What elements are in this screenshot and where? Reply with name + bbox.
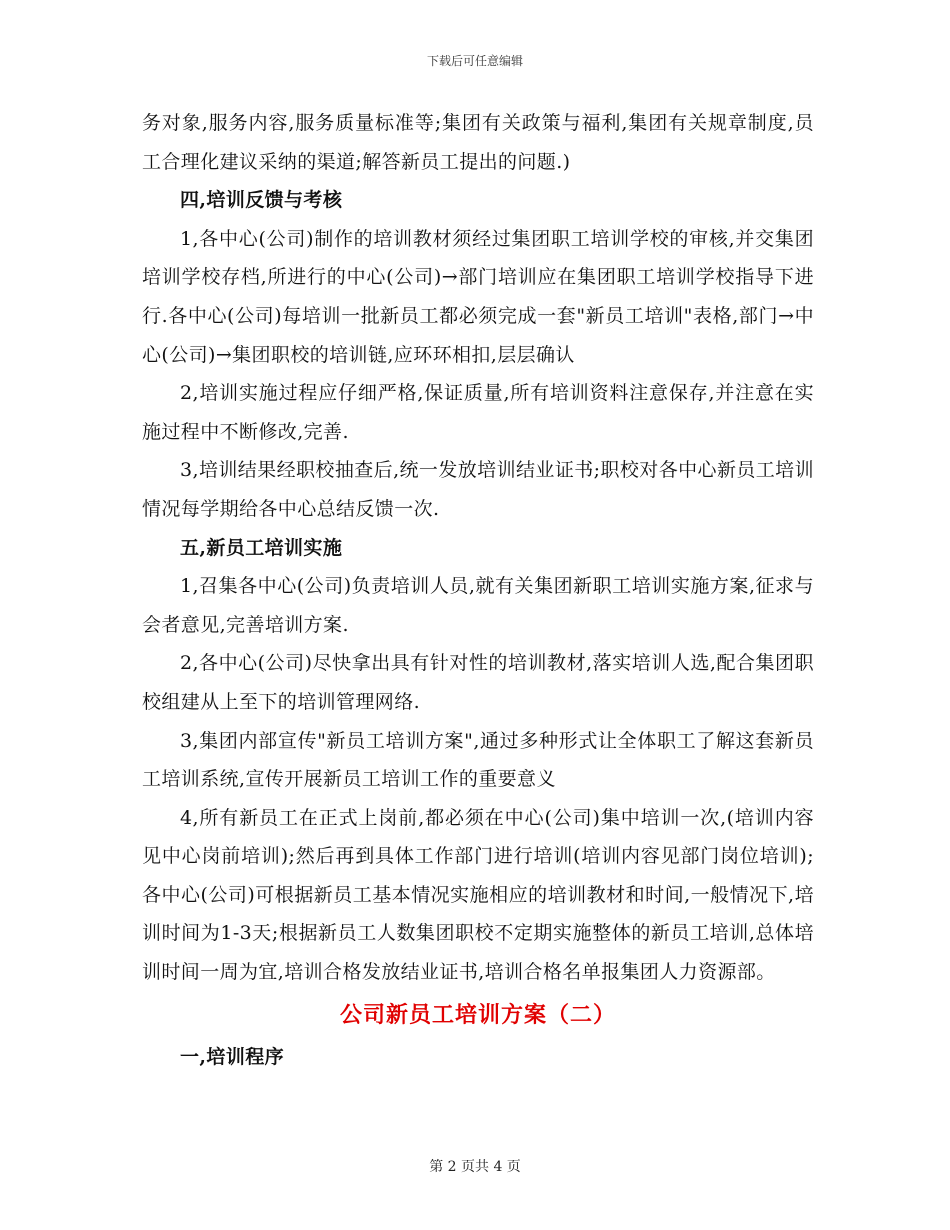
section4-item-1: 1,各中心(公司)制作的培训教材须经过集团职工培训学校的审核,并交集团培训学校存档,所进行的中心(公司)→部门培训应在集团职工培训学校指导下进行.各中心(公司)每培训一批新员工都必须完成一套"新员工培训"表格,部门→中心(公司)→集团职校的培训链,应环环相扣,层层确认 bbox=[142, 227, 814, 366]
section5-item-4: 4,所有新员工在正式上岗前,都必须在中心(公司)集中培训一次,(培训内容见中心岗前培训);然后再到具体工作部门进行培训(培训内容见部门岗位培训);各中心(公司)可根据新员工基本情况实施相应的培训教材和时间,一般情况下,培训时间为1-3天;根据新员工人数集团职校不定期实施整体的新员工培训,总体培训时间一周为宜,培训合格发放结业证书,培训合格名单报集团人力资源部。 bbox=[142, 806, 814, 984]
document-body bbox=[142, 104, 814, 1076]
intro-paragraph: 务对象,服务内容,服务质量标准等;集团有关政策与福利,集团有关规章制度,员工合理化建议采纳的渠道;解答新员工提出的问题.) bbox=[142, 112, 814, 173]
section5-item-1: 1,召集各中心(公司)负责培训人员,就有关集团新职工培训实施方案,征求与会者意见,完善培训方案. bbox=[142, 575, 814, 636]
section-heading-feedback: 四,培训反馈与考核 bbox=[180, 189, 343, 212]
section4-item-3: 3,培训结果经职校抽查后,统一发放培训结业证书;职校对各中心新员工培训情况每学期给各中心总结反馈一次. bbox=[142, 459, 814, 520]
document-title: 公司新员工培训方案（二） bbox=[339, 1001, 616, 1028]
page-footer: 第 2 页共 4 页 bbox=[429, 1159, 521, 1175]
page-header: 下载后可任意编辑 bbox=[426, 54, 523, 68]
section-heading-implementation: 五,新员工培训实施 bbox=[180, 536, 343, 559]
section-heading-procedure: 一,培训程序 bbox=[180, 1045, 285, 1068]
section5-item-2: 2,各中心(公司)尽快拿出具有针对性的培训教材,落实培训人选,配合集团职校组建从上至下的培训管理网络. bbox=[142, 652, 814, 713]
section4-item-2: 2,培训实施过程应仔细严格,保证质量,所有培训资料注意保存,并注意在实施过程中不断修改,完善. bbox=[142, 382, 814, 443]
section5-item-3: 3,集团内部宣传"新员工培训方案",通过多种形式让全体职工了解这套新员工培训系统,宣传开展新员工培训工作的重要意义 bbox=[142, 729, 814, 791]
